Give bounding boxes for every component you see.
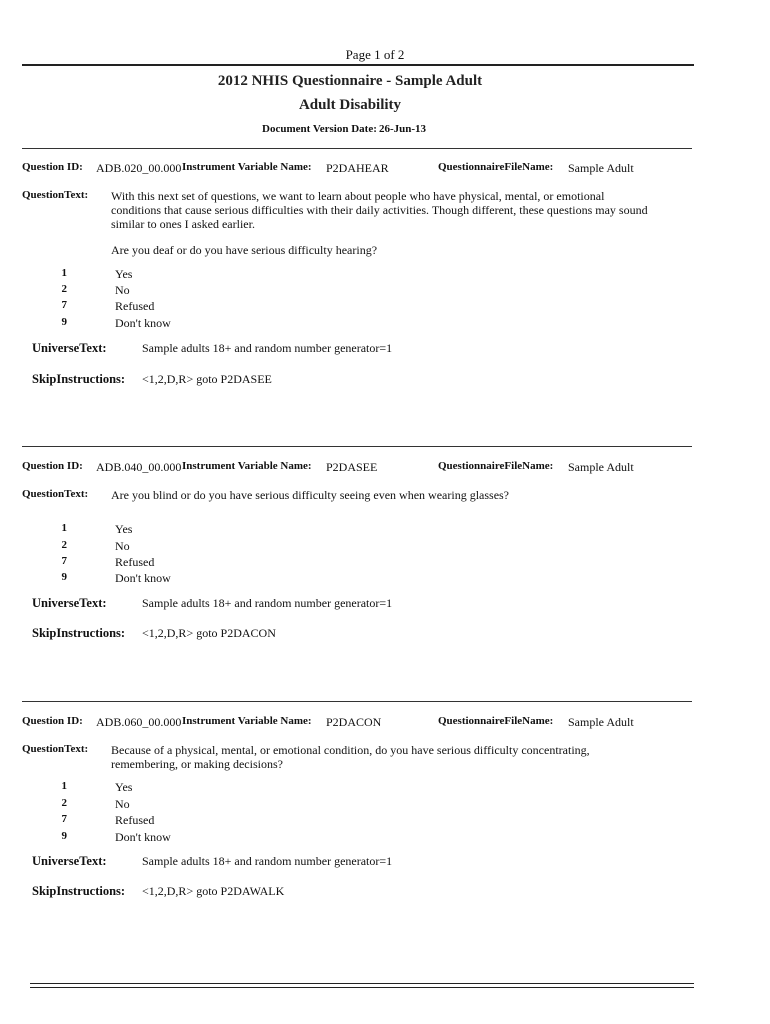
instrument-variable-label: Instrument Variable Name: [182, 161, 312, 173]
question-text-label: QuestionText: [22, 743, 89, 755]
option-label: No [115, 797, 130, 811]
file-name: Sample Adult [568, 460, 634, 474]
document-subtitle: Adult Disability [298, 97, 402, 113]
option-code: 7 [61, 813, 67, 825]
instrument-variable: P2DASEE [326, 460, 378, 474]
question-id: ADB.040_00.000 [96, 460, 182, 474]
option-label: Yes [115, 780, 133, 794]
universe-label: UniverseText: [32, 341, 107, 355]
question-id-label: Question ID: [22, 161, 83, 173]
question-intro: With this next set of questions, we want to learn about people who have physical, mental, or emotional conditions that cause serious difficulties with their daily activities. Though different, these questions may sound similar to ones I asked earlier. [111, 189, 648, 231]
page-number: Page 1 of 2 [345, 47, 405, 62]
version-date-label: Document Version Date: [262, 123, 377, 135]
universe-label: UniverseText: [32, 854, 107, 868]
option-label: Don't know [115, 571, 171, 585]
question-text: Because of a physical, mental, or emotional condition, do you have serious difficulty concentrating, remembering, or making decisions? [111, 743, 590, 771]
option-code: 7 [61, 299, 67, 311]
option-label: Don't know [115, 830, 171, 844]
universe-text: Sample adults 18+ and random number generator=1 [142, 596, 393, 610]
option-code: 9 [61, 571, 67, 583]
question-id-label: Question ID: [22, 460, 83, 472]
question-divider [22, 701, 692, 702]
header-rule [22, 64, 694, 66]
option-code: 2 [61, 797, 67, 809]
option-code: 7 [61, 555, 67, 567]
option-code: 1 [61, 267, 67, 279]
option-code: 1 [61, 780, 67, 792]
instrument-variable: P2DAHEAR [326, 161, 389, 175]
question-text: Are you deaf or do you have serious difficulty hearing? [111, 243, 378, 257]
file-name-label: QuestionnaireFileName: [438, 460, 554, 472]
question-id: ADB.020_00.000 [96, 161, 182, 175]
option-code: 2 [61, 283, 67, 295]
file-name-label: QuestionnaireFileName: [438, 161, 554, 173]
instrument-variable: P2DACON [326, 715, 382, 729]
version-date: 26-Jun-13 [379, 123, 427, 135]
file-name: Sample Adult [568, 161, 634, 175]
option-label: Yes [115, 267, 133, 281]
instrument-variable-label: Instrument Variable Name: [182, 715, 312, 727]
question-divider [22, 446, 692, 447]
question-text-label: QuestionText: [22, 488, 89, 500]
question-text: Are you blind or do you have serious difficulty seeing even when wearing glasses? [111, 488, 510, 502]
skip-label: SkipInstructions: [32, 372, 126, 386]
skip-text: <1,2,D,R> goto P2DAWALK [142, 884, 285, 898]
option-label: Refused [115, 555, 155, 569]
option-label: Yes [115, 522, 133, 536]
skip-label: SkipInstructions: [32, 626, 126, 640]
option-code: 9 [61, 316, 67, 328]
question-id-label: Question ID: [22, 715, 83, 727]
option-code: 2 [61, 539, 67, 551]
option-label: No [115, 283, 130, 297]
instrument-variable-label: Instrument Variable Name: [182, 460, 312, 472]
option-code: 1 [61, 522, 67, 534]
option-label: Refused [115, 299, 155, 313]
file-name: Sample Adult [568, 715, 634, 729]
universe-label: UniverseText: [32, 596, 107, 610]
question-id: ADB.060_00.000 [96, 715, 182, 729]
file-name-label: QuestionnaireFileName: [438, 715, 554, 727]
skip-text: <1,2,D,R> goto P2DACON [142, 626, 276, 640]
option-code: 9 [61, 830, 67, 842]
footer-rule [30, 983, 694, 988]
document-title: 2012 NHIS Questionnaire - Sample Adult [217, 73, 483, 89]
universe-text: Sample adults 18+ and random number generator=1 [142, 854, 393, 868]
question-divider [22, 148, 692, 149]
option-label: Don't know [115, 316, 171, 330]
option-label: No [115, 539, 130, 553]
skip-text: <1,2,D,R> goto P2DASEE [142, 372, 272, 386]
option-label: Refused [115, 813, 155, 827]
skip-label: SkipInstructions: [32, 884, 126, 898]
question-text-label: QuestionText: [22, 189, 89, 201]
universe-text: Sample adults 18+ and random number generator=1 [142, 341, 393, 355]
